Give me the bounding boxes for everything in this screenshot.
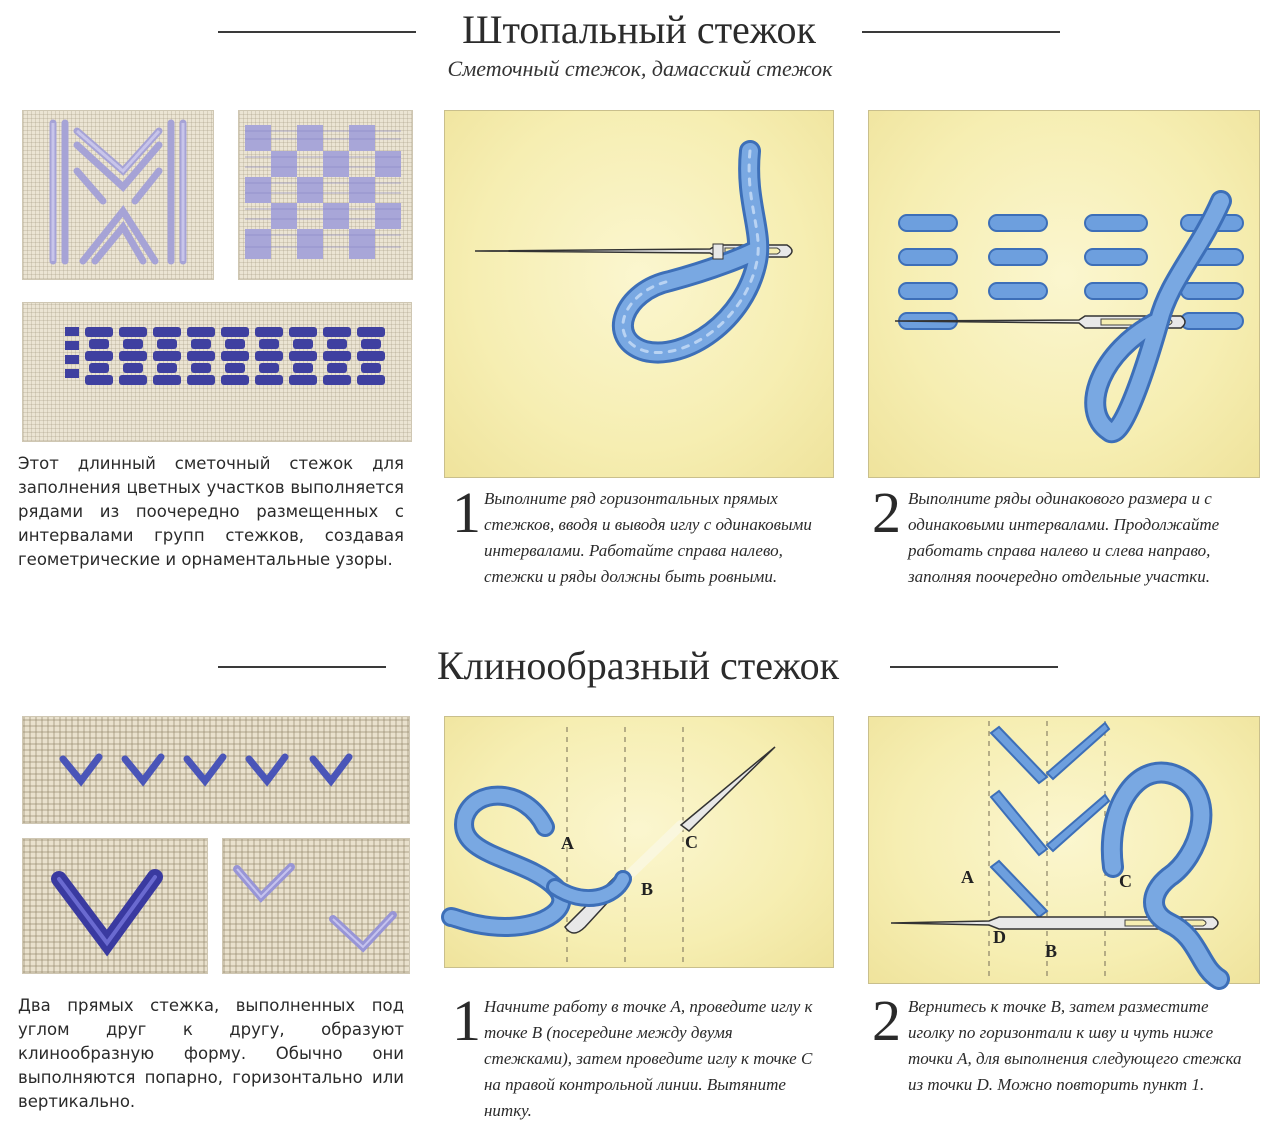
title2-rule-left <box>218 666 386 668</box>
point-b-label: B <box>1045 941 1058 961</box>
wedge-step2-number: 2 <box>872 988 901 1053</box>
section1-title: Штопальный стежок <box>462 7 816 52</box>
wedge-step1-number: 1 <box>452 988 481 1053</box>
section1-subtitle: Сметочный стежок, дамасский стежок <box>447 56 833 81</box>
title-rule-right <box>862 31 1060 33</box>
darning-step1-text: Выполните ряд горизонтальных прямых стежков, вводя и выводя иглу с одинаковыми интервалами. Работайте справа налево, стежки и ряды должны быть ровными. <box>484 489 812 586</box>
wedge-step2-text: Вернитесь к точке B, затем разместите иголку по горизонтали к шву и чуть ниже точки A, для выполнения следующего стежка из точки D. Можно повторить пункт 1. <box>908 997 1242 1094</box>
darning-step1-diagram <box>444 110 834 478</box>
wedge-sample-row <box>22 716 410 824</box>
title-rule-left <box>218 31 416 33</box>
wedge-sample-large <box>22 838 208 974</box>
point-d-label: D <box>993 927 1006 947</box>
section2-title: Клинообразный стежок <box>436 643 840 688</box>
wedge-step1-text: Начните работу в точке A, проведите иглу к точке B (посередине между двумя стежками), затем проведите иглу к точке C на правой контрольной линии. Вытяните нитку. <box>484 997 813 1120</box>
darning-step2-number: 2 <box>872 480 901 545</box>
darning-step2-diagram <box>868 110 1260 478</box>
darning-sample-band <box>22 302 412 442</box>
darning-step1-number: 1 <box>452 480 481 545</box>
wedge-step2-diagram <box>868 716 1260 984</box>
wedge-sample-pair <box>222 838 410 974</box>
darning-sample-braid <box>22 110 214 280</box>
point-a-label: A <box>561 833 574 853</box>
section2-description: Два прямых стежка, выполненных под углом друг к другу, образуют клинообразную форму. Обычно они выполняются попарно, горизонтально или вертикально. <box>18 996 404 1111</box>
wedge-step1-diagram <box>444 716 834 968</box>
point-b-label: B <box>641 879 654 899</box>
point-c-label: C <box>685 832 698 852</box>
title2-rule-right <box>890 666 1058 668</box>
darning-step2-text: Выполните ряды одинакового размера и с одинаковыми интервалами. Продолжайте работать справа налево и слева направо, заполняя поочередно отдельные участки. <box>908 489 1220 586</box>
point-a-label: A <box>961 867 974 887</box>
section1-description: Этот длинный сметочный стежок для заполнения цветных участков выполняется рядами из поочередно размещенных с интервалами групп стежков, создавая геометрические и орнаментальные узоры. <box>18 454 404 569</box>
darning-sample-checker <box>238 110 413 280</box>
point-c-label: C <box>1119 871 1132 891</box>
